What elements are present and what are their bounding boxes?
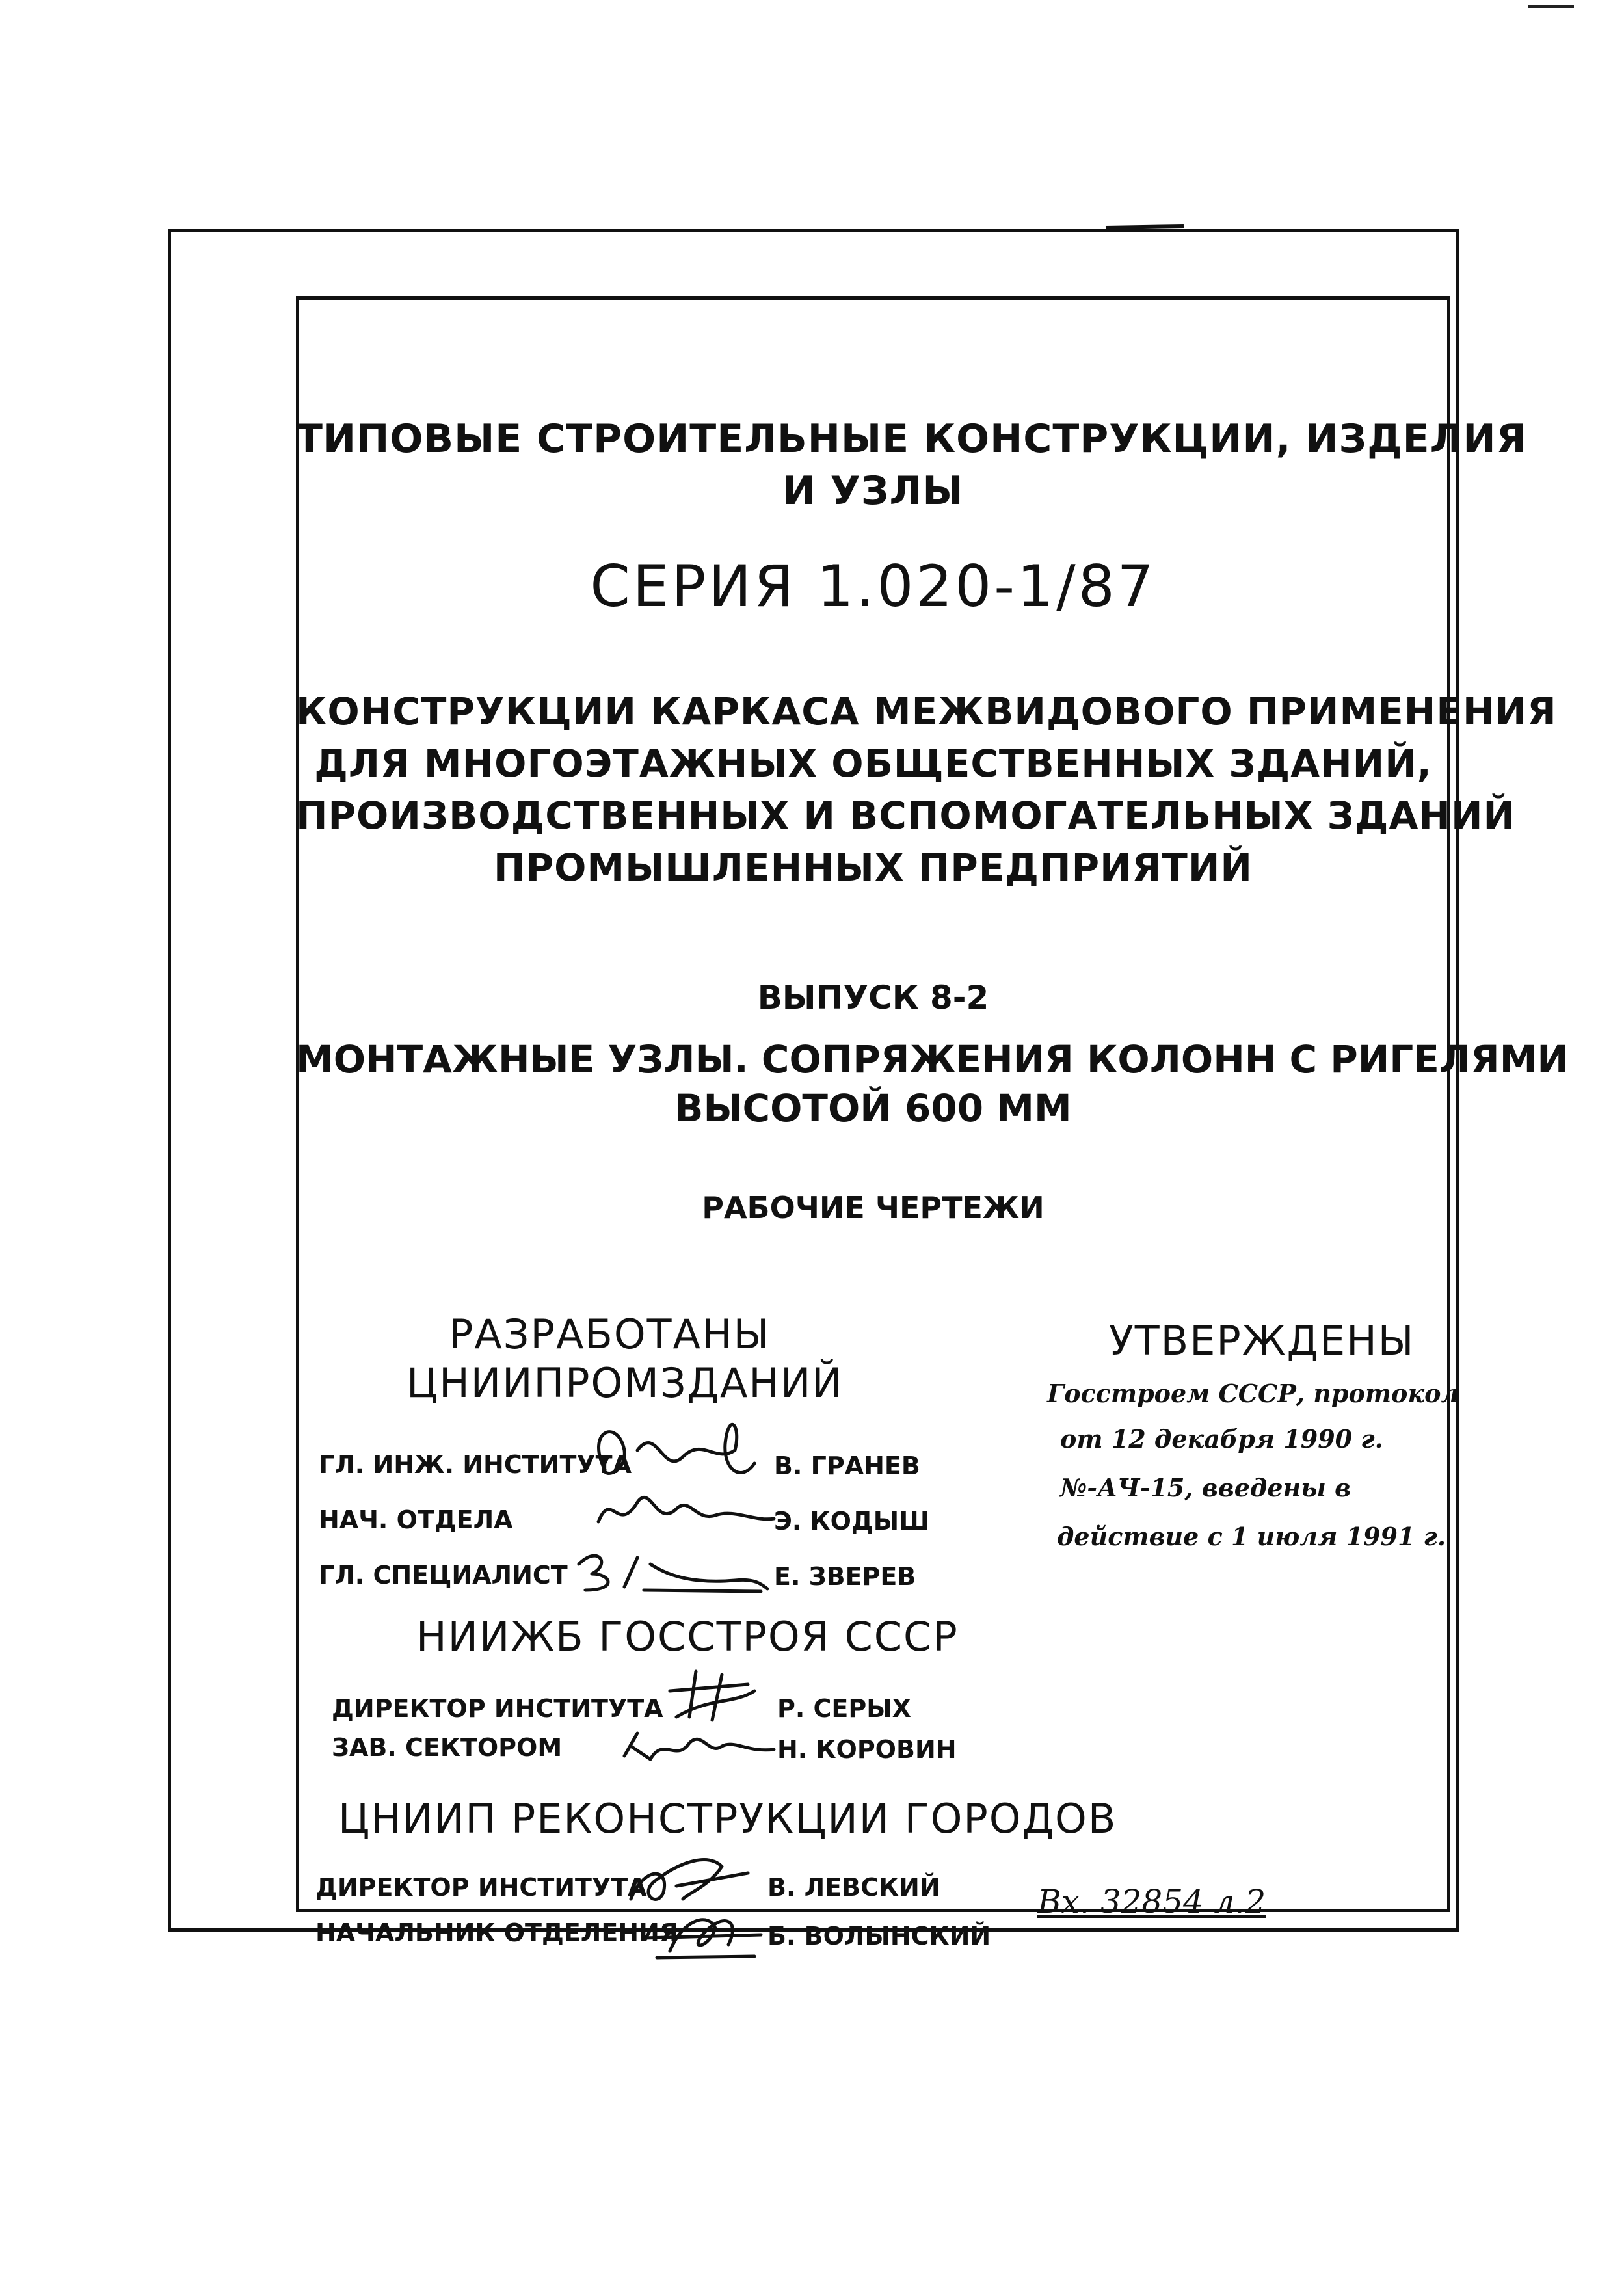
signer-name: В. ЛЕВСКИЙ	[767, 1873, 940, 1902]
inventory-mark: Вх. 32854 л.2	[1037, 1883, 1266, 1921]
approval-line-1: Госстроем СССР, протокол	[1047, 1379, 1459, 1408]
signature-korovin	[611, 1723, 780, 1769]
developer-org-1: ЦНИИПРОМЗДАНИЙ	[406, 1359, 844, 1407]
scan-edge-mark	[1528, 5, 1574, 8]
signer-role: НАЧАЛЬНИК ОТДЕЛЕНИЯ	[315, 1919, 679, 1947]
signer-role: ЗАВ. СЕКТОРОМ	[332, 1733, 563, 1762]
approved-heading: УТВЕРЖДЕНЫ	[1109, 1317, 1415, 1364]
subject-line-1: КОНСТРУКЦИИ КАРКАСА МЕЖВИДОВОГО ПРИМЕНЕНИЯ	[296, 689, 1557, 734]
title-line-1: ТИПОВЫЕ СТРОИТЕЛЬНЫЕ КОНСТРУКЦИИ, ИЗДЕЛИЯ	[296, 416, 1527, 462]
subject-line-4: ПРОМЫШЛЕННЫХ ПРЕДПРИЯТИЙ	[494, 845, 1253, 890]
signature-volynskiy	[631, 1899, 780, 1964]
issue-title-line-1: МОНТАЖНЫЕ УЗЛЫ. СОПРЯЖЕНИЯ КОЛОНН С РИГЕЛЯМИ	[296, 1037, 1569, 1082]
signer-role: НАЧ. ОТДЕЛА	[319, 1506, 513, 1534]
developed-heading: РАЗРАБОТАНЫ	[449, 1310, 771, 1358]
signer-role: ДИРЕКТОР ИНСТИТУТА	[315, 1873, 647, 1902]
signer-role: ГЛ. ИНЖ. ИНСТИТУТА	[319, 1450, 632, 1479]
signature-zverev	[566, 1538, 774, 1597]
signature-kodysh	[585, 1483, 780, 1541]
signer-name: Е. ЗВЕРЕВ	[774, 1562, 916, 1591]
signer-name: Н. КОРОВИН	[777, 1735, 957, 1764]
approval-line-2: от 12 декабря 1990 г.	[1060, 1424, 1383, 1454]
signer-name: Э. КОДЫШ	[774, 1507, 930, 1535]
approval-line-3: №-АЧ-15, введены в	[1060, 1473, 1351, 1502]
signer-name: В. ГРАНЕВ	[774, 1452, 920, 1480]
subject-line-2: ДЛЯ МНОГОЭТАЖНЫХ ОБЩЕСТВЕННЫХ ЗДАНИЙ,	[314, 741, 1432, 786]
developer-org-3: ЦНИИП РЕКОНСТРУКЦИИ ГОРОДОВ	[338, 1795, 1117, 1842]
signer-name: Б. ВОЛЫНСКИЙ	[767, 1922, 991, 1950]
issue-title-line-2: ВЫСОТОЙ 600 ММ	[674, 1086, 1072, 1130]
issue-number: ВЫПУСК 8-2	[757, 979, 989, 1017]
signer-role: ДИРЕКТОР ИНСТИТУТА	[332, 1694, 663, 1723]
signer-role: ГЛ. СПЕЦИАЛИСТ	[319, 1561, 568, 1589]
series-number: СЕРИЯ 1.020-1/87	[590, 553, 1156, 620]
subject-line-3: ПРОИЗВОДСТВЕННЫХ И ВСПОМОГАТЕЛЬНЫХ ЗДАНИЙ	[296, 793, 1516, 838]
document-type: РАБОЧИЕ ЧЕРТЕЖИ	[702, 1190, 1045, 1225]
title-line-2: И УЗЛЫ	[782, 468, 964, 514]
signer-name: Р. СЕРЫХ	[777, 1694, 911, 1723]
signature-serykh	[650, 1665, 767, 1730]
approval-line-4: действие с 1 июля 1991 г.	[1057, 1522, 1446, 1551]
developer-org-2: НИИЖБ ГОССТРОЯ СССР	[416, 1613, 959, 1660]
